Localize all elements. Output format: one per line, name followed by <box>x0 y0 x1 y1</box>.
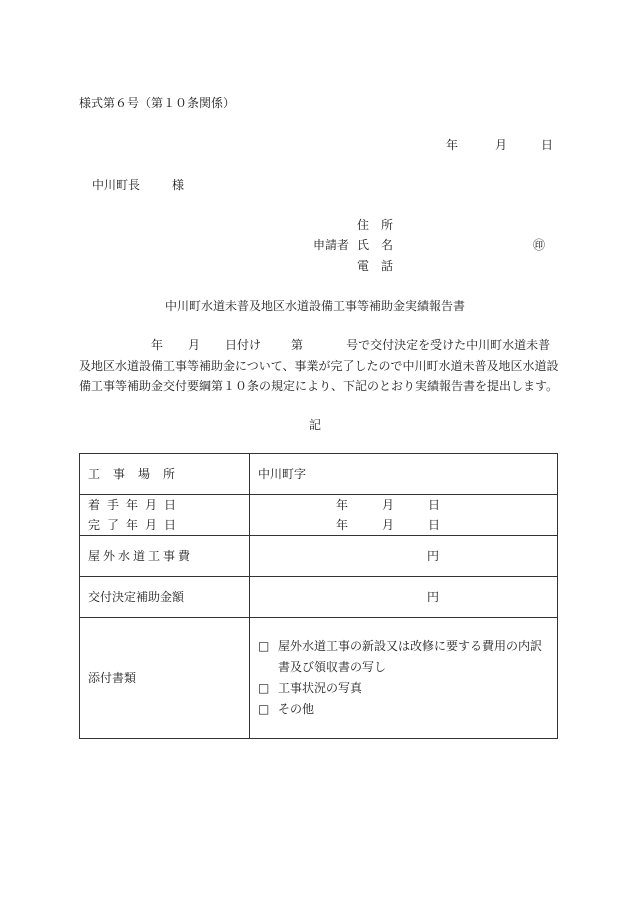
table-row <box>80 618 558 739</box>
report-table <box>79 453 558 739</box>
body-line-1 <box>79 335 557 356</box>
body-paragraph <box>79 335 557 397</box>
body-line-1-rest: 号で交付決定を受けた中川町水道未普 <box>346 338 551 352</box>
body-month: 月 <box>188 338 201 352</box>
start-date-row: 年 月 日 <box>335 498 440 512</box>
applicant-label: 申請者 <box>313 238 350 252</box>
subsidy-amount-label: 交付決定補助金額 <box>80 577 250 618</box>
subsidy-amount-value: 円 <box>250 577 558 618</box>
list-item: □ 屋外水道工事の新設又は改修に要する費用の内訳書及び領収書の写し <box>258 636 549 678</box>
checkbox-icon: □ <box>258 702 270 716</box>
construction-site-label: 工事場所 <box>80 454 250 495</box>
applicant-phone-label: 電 話 <box>357 259 394 273</box>
date-day-label: 日 <box>541 138 554 152</box>
document-title: 中川町水道未普及地区水道設備工事等補助金実績報告書 <box>164 299 465 313</box>
list-item: □ その他 <box>258 699 549 720</box>
body-line-2: 及地区水道設備工事等補助金について、事業が完了したので中川町水道未普及地区水道設 <box>79 358 559 373</box>
table-row <box>80 454 558 495</box>
honorific: 様 <box>172 178 185 192</box>
date-values <box>250 495 558 536</box>
table-row <box>80 495 558 536</box>
outdoor-cost-value: 円 <box>250 536 558 577</box>
date-year-label: 年 <box>446 138 459 152</box>
start-date-label: 着手年月日 <box>88 498 184 512</box>
attachments-list <box>250 618 558 739</box>
construction-site-value: 中川町字 <box>250 454 558 495</box>
body-line-3: 備工事等補助金交付要綱第１０条の規定により、下記のとおり実績報告書を提出します。 <box>79 379 559 393</box>
date-month-label: 月 <box>495 138 508 152</box>
table-row <box>80 577 558 618</box>
date-labels <box>80 495 250 536</box>
checkbox-icon: □ <box>258 681 270 695</box>
form-number: 様式第６号（第１０条関係） <box>79 96 236 110</box>
ki-heading: 記 <box>308 418 321 432</box>
end-date-label: 完了年月日 <box>88 518 184 532</box>
table-row <box>80 536 558 577</box>
attachments-label: 添付書類 <box>80 618 250 739</box>
body-dai: 第 <box>291 338 304 352</box>
list-item: □ 工事状況の写真 <box>258 678 549 699</box>
addressee: 中川町長 <box>92 178 141 192</box>
body-dated: 日付け <box>225 338 262 352</box>
body-year: 年 <box>151 338 164 352</box>
applicant-address-label: 住 所 <box>357 218 394 232</box>
seal-mark: ㊞ <box>533 238 546 252</box>
outdoor-cost-label: 屋外水道工事費 <box>80 536 250 577</box>
checkbox-icon: □ <box>258 639 270 653</box>
end-date-row: 年 月 日 <box>335 518 440 532</box>
applicant-name-label: 氏 名 <box>357 238 394 252</box>
